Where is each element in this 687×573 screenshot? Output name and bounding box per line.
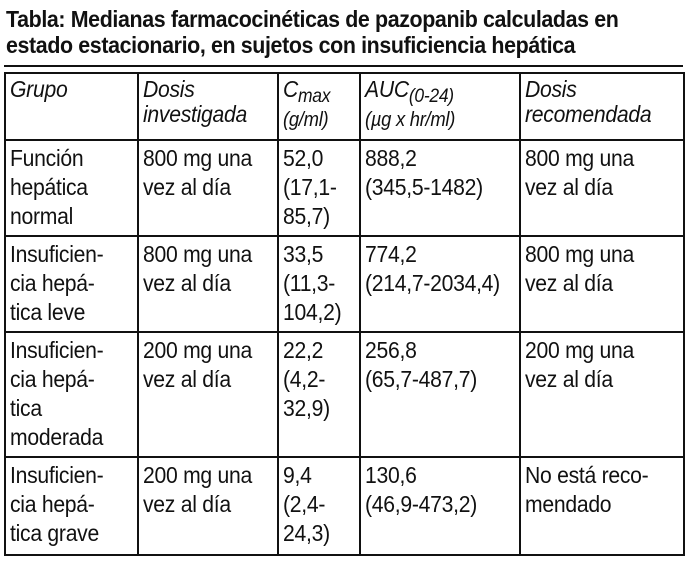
header-dose-line-2: investigada <box>143 101 248 127</box>
header-cmax <box>278 73 360 140</box>
header-auc-units: (µg x hr/ml) <box>365 109 456 131</box>
cell-cmax <box>278 236 360 332</box>
caption-divider <box>4 65 683 67</box>
header-recommended-dose <box>520 73 684 140</box>
cell-group-text: Insuficien- cia hepá- tica grave <box>10 462 104 546</box>
cell-auc-text: 774,2 (214,7-2034,4) <box>365 241 500 296</box>
cell-cmax <box>278 140 360 236</box>
cell-auc-text: 256,8 (65,7-487,7) <box>365 337 477 392</box>
header-auc-label <box>365 77 503 132</box>
header-auc-main: AUC <box>365 76 409 102</box>
cell-cmax-text: 22,2 (4,2- 32,9) <box>283 337 330 421</box>
cell-auc <box>360 140 520 236</box>
header-recommended-line-1: Dosis <box>525 76 577 102</box>
caption-line-1: Tabla: Medianas farmacocinéticas de pazopanib calculadas en <box>6 6 619 32</box>
cell-dose <box>138 457 278 555</box>
cell-recommended-text: 200 mg una vez al día <box>525 337 635 392</box>
table-row <box>5 457 684 555</box>
header-dose <box>138 73 278 140</box>
cell-group <box>5 140 138 236</box>
cell-dose <box>138 332 278 457</box>
cell-dose <box>138 140 278 236</box>
header-cmax-units: (g/ml) <box>283 109 329 131</box>
cell-auc <box>360 457 520 555</box>
table-caption <box>6 6 635 58</box>
header-cmax-main: C <box>283 76 299 102</box>
header-dose-line-1: Dosis <box>143 76 195 102</box>
cell-auc-text: 130,6 (46,9-473,2) <box>365 462 477 517</box>
header-auc <box>360 73 520 140</box>
table-row <box>5 140 684 236</box>
cell-group <box>5 236 138 332</box>
header-recommended-label <box>525 77 667 127</box>
cell-recommended <box>520 236 684 332</box>
header-cmax-subscript: max <box>298 86 331 107</box>
cell-dose-text: 200 mg una vez al día <box>143 337 253 392</box>
cell-cmax-text: 9,4 (2,4- 24,3) <box>283 462 330 546</box>
table-row <box>5 236 684 332</box>
cell-dose-text: 200 mg una vez al día <box>143 462 253 517</box>
header-recommended-line-2: recomendada <box>525 101 652 127</box>
cell-auc <box>360 332 520 457</box>
header-group <box>5 73 138 140</box>
header-auc-subscript: (0-24) <box>408 86 454 107</box>
cell-recommended-text: 800 mg una vez al día <box>525 145 635 200</box>
cell-group <box>5 332 138 457</box>
cell-recommended <box>520 332 684 457</box>
cell-group <box>5 457 138 555</box>
cell-dose <box>138 236 278 332</box>
cell-recommended-text: 800 mg una vez al día <box>525 241 635 296</box>
cell-recommended-text: No está reco- mendado <box>525 462 649 517</box>
header-cmax-label <box>283 77 349 132</box>
cell-auc-text: 888,2 (345,5-1482) <box>365 145 483 200</box>
cell-group-text: Insuficien- cia hepá- tica moderada <box>10 337 104 450</box>
cell-dose-text: 800 mg una vez al día <box>143 241 253 296</box>
table-row <box>5 332 684 457</box>
cell-group-text: Insuficien- cia hepá- tica leve <box>10 241 104 325</box>
caption-line-2: estado estacionario, en sujetos con insuficiencia hepática <box>6 32 576 58</box>
cell-recommended <box>520 140 684 236</box>
cell-cmax <box>278 457 360 555</box>
header-dose-label <box>143 77 263 127</box>
header-group-label: Grupo <box>10 76 68 102</box>
cell-dose-text: 800 mg una vez al día <box>143 145 253 200</box>
cell-cmax-text: 33,5 (11,3- 104,2) <box>283 241 342 325</box>
cell-group-text: Función hepática normal <box>10 145 88 229</box>
cell-cmax <box>278 332 360 457</box>
pharmacokinetics-table <box>4 72 685 556</box>
table-header-row <box>5 73 684 140</box>
cell-auc <box>360 236 520 332</box>
cell-cmax-text: 52,0 (17,1- 85,7) <box>283 145 337 229</box>
cell-recommended <box>520 457 684 555</box>
